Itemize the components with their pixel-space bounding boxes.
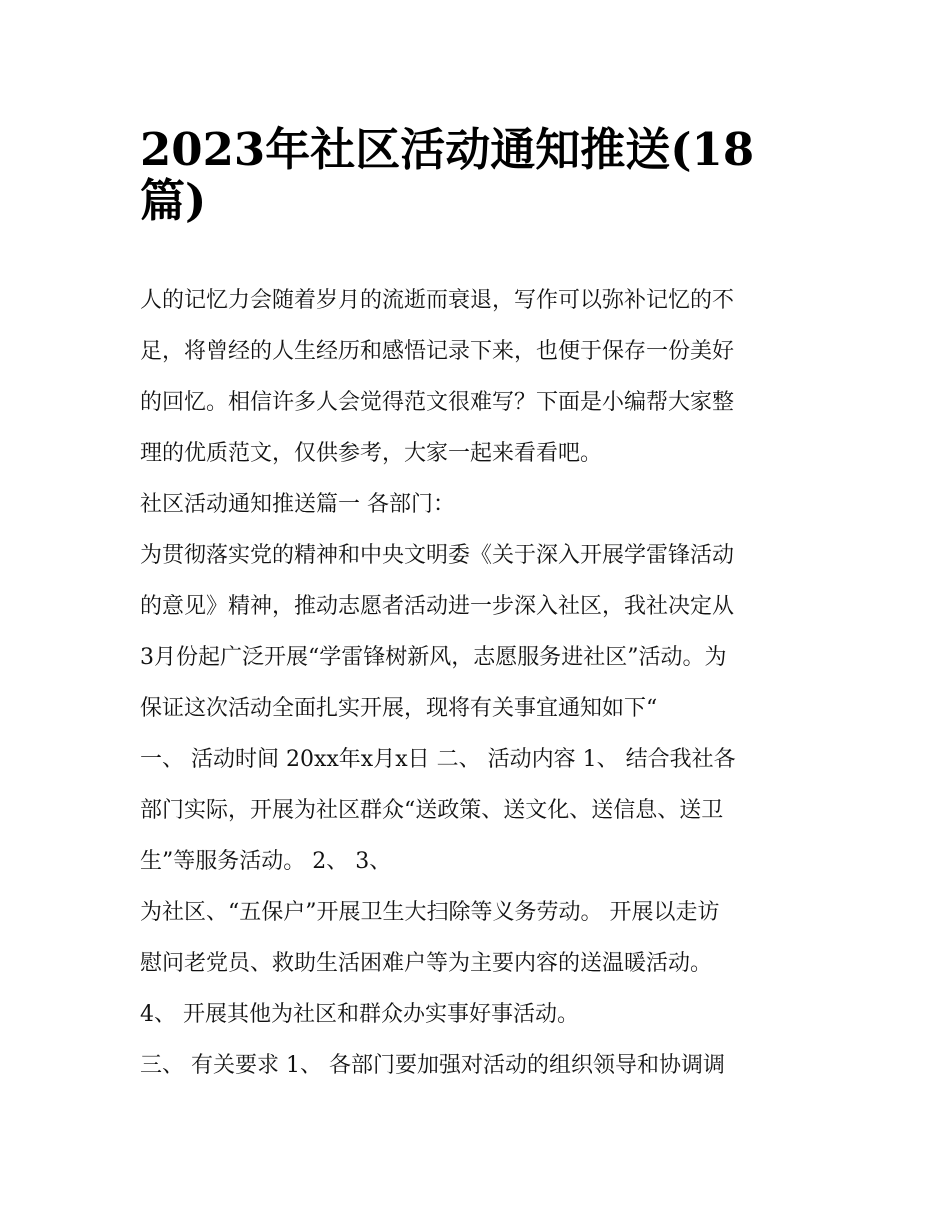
body-line: 3月份起广泛开展“学雷锋树新风，志愿服务进社区”活动。为	[140, 645, 727, 670]
body-line: 保证这次活动全面扎实开展，现将有关事宜通知如下“	[140, 696, 658, 721]
body-line: 为社区、“五保户”开展卫生大扫除等义务劳动。 开展以走访	[140, 900, 720, 925]
title-line: 2023年社区活动通知推送(18	[140, 123, 755, 176]
body-line: 部门实际，开展为社区群众“送政策、送文化、送信息、送卫	[140, 798, 724, 823]
document-title	[140, 112, 820, 227]
section-heading: 社区活动通知推送篇一 各部门：	[140, 492, 455, 517]
body-line: 的回忆。相信许多人会觉得范文很难写？下面是小编帮大家整	[140, 390, 735, 415]
body-line: 为贯彻落实党的精神和中央文明委《关于深入开展学雷锋活动	[140, 543, 735, 568]
body-line: 4、 开展其他为社区和群众办实事好事活动。	[140, 1002, 579, 1027]
body-line: 一、 活动时间 20xx年x月x日 二、 活动内容 1、 结合我社各	[140, 747, 736, 772]
body-line: 慰问老党员、救助生活困难户等为主要内容的送温暖活动。	[140, 951, 713, 976]
body-line: 足，将曾经的人生经历和感悟记录下来，也便于保存一份美好	[140, 339, 735, 364]
body-line: 生”等服务活动。 2、 3、	[140, 849, 392, 874]
body-line: 人的记忆力会随着岁月的流逝而衰退，写作可以弥补记忆的不	[140, 288, 735, 313]
body-line: 三、 有关要求 1、 各部门要加强对活动的组织领导和协调调	[140, 1053, 725, 1078]
body-line: 理的优质范文，仅供参考，大家一起来看看吧。	[140, 441, 603, 466]
document-body	[140, 275, 820, 1091]
title-line: 篇)	[140, 174, 207, 227]
body-line: 的意见》精神，推动志愿者活动进一步深入社区，我社决定从	[140, 594, 735, 619]
